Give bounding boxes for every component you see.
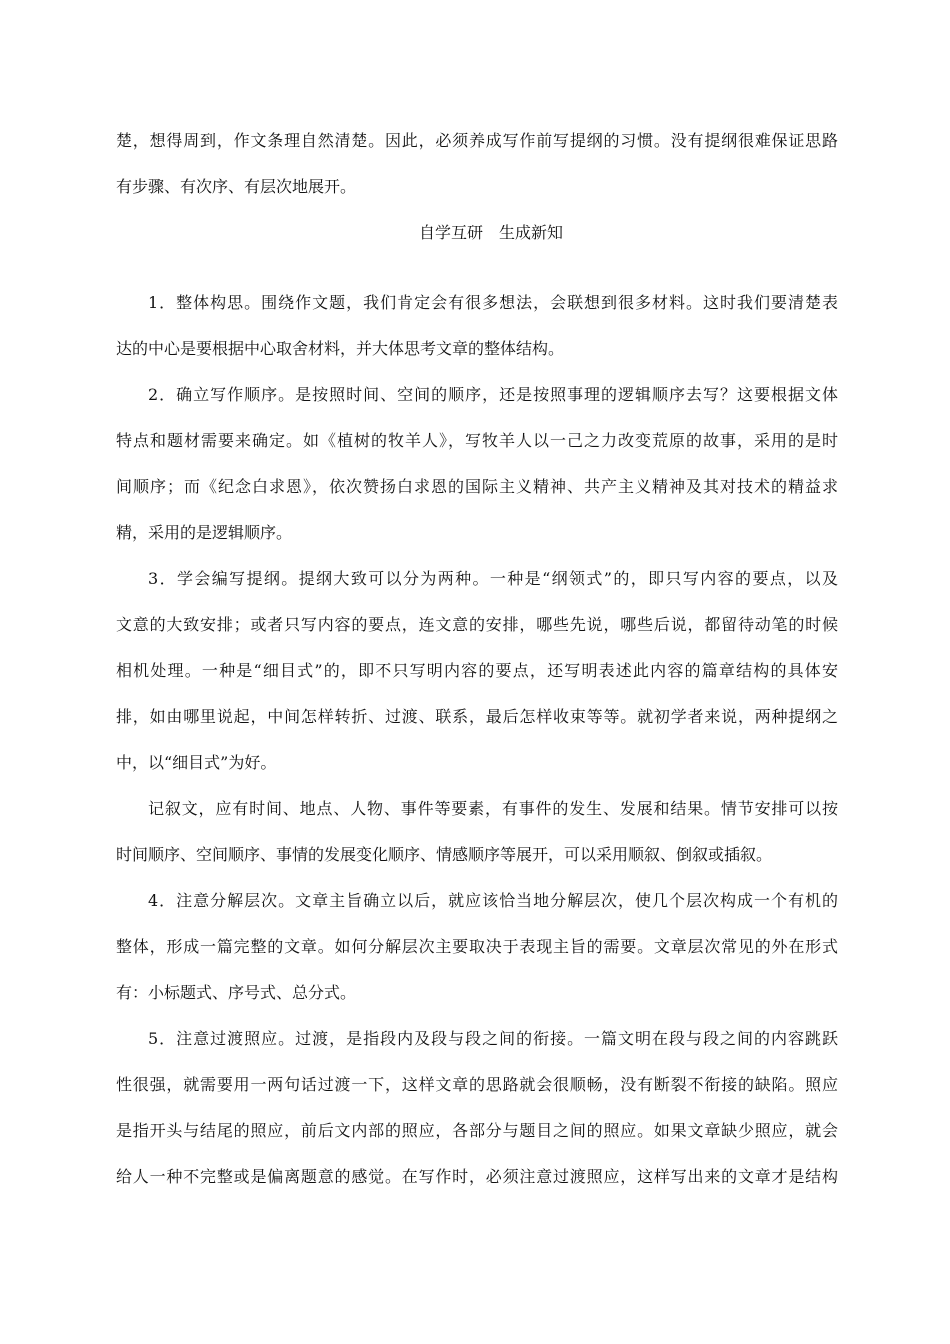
paragraph-line: 时间顺序、空间顺序、事情的发展变化顺序、情感顺序等展开，可以采用顺叙、倒叙或插叙。 <box>116 845 773 864</box>
paragraph-line: 文意的大致安排；或者只写内容的要点，连文意的安排，哪些先说，哪些后说，都留待动笔的时候 <box>116 615 838 634</box>
paragraph-line: 4．注意分解层次。文章主旨确立以后，就应该恰当地分解层次，使几个层次构成一个有机的 <box>148 891 838 910</box>
paragraph-line: 整体，形成一篇完整的文章。如何分解层次主要取决于表现主旨的需要。文章层次常见的外在形式 <box>116 937 838 956</box>
spacer <box>116 262 838 286</box>
paragraph-line: 中，以“细目式”为好。 <box>116 753 277 772</box>
paragraph-line: 1．整体构思。围绕作文题，我们肯定会有很多想法，会联想到很多材料。这时我们要清楚表 <box>148 293 838 312</box>
paragraph-line: 间顺序；而《纪念白求恩》，依次赞扬白求恩的国际主义精神、共产主义精神及其对技术的精益求 <box>116 477 838 496</box>
paragraph-line: 记叙文，应有时间、地点、人物、事件等要素，有事件的发生、发展和结果。情节安排可以按 <box>148 799 838 818</box>
intro-line-2: 有步骤、有次序、有层次地展开。 <box>116 177 357 196</box>
paragraph-line: 精，采用的是逻辑顺序。 <box>116 523 293 542</box>
document-page <box>116 124 838 1206</box>
paragraph-line: 相机处理。一种是“细目式”的，即不只写明内容的要点，还写明表述此内容的篇章结构的具体安 <box>116 661 838 680</box>
paragraph-line: 3．学会编写提纲。提纲大致可以分为两种。一种是“纲领式”的，即只写内容的要点，以及 <box>148 569 838 588</box>
intro-line-1: 楚，想得周到，作文条理自然清楚。因此，必须养成写作前写提纲的习惯。没有提纲很难保证思路 <box>116 131 838 150</box>
paragraph-line: 排，如由哪里说起，中间怎样转折、过渡、联系，最后怎样收束等等。就初学者来说，两种提纲之 <box>116 707 838 726</box>
paragraph-line: 有：小标题式、序号式、总分式。 <box>116 983 357 1002</box>
paragraph-line: 给人一种不完整或是偏离题意的感觉。在写作时，必须注意过渡照应，这样写出来的文章才是结构 <box>116 1167 838 1186</box>
paragraph-overall-planning <box>116 286 838 378</box>
paragraph-narrative <box>116 792 838 884</box>
paragraph-line: 达的中心是要根据中心取舍材料，并大体思考文章的整体结构。 <box>116 339 565 358</box>
paragraph-line: 特点和题材需要来确定。如《植树的牧羊人》，写牧羊人以一己之力改变荒原的故事，采用的是时 <box>116 431 838 450</box>
paragraph-writing-order <box>116 378 838 562</box>
paragraph-line: 性很强，就需要用一两句话过渡一下，这样文章的思路就会很顺畅，没有断裂不衔接的缺陷。照应 <box>116 1075 838 1094</box>
paragraph-layers <box>116 884 838 1022</box>
paragraph-outline <box>116 562 838 792</box>
paragraph-transition <box>116 1022 838 1206</box>
paragraph-line: 5．注意过渡照应。过渡，是指段内及段与段之间的衔接。一篇文明在段与段之间的内容跳跃 <box>148 1029 838 1048</box>
section-heading: 自学互研 生成新知 <box>418 223 563 242</box>
paragraph-line: 是指开头与结尾的照应，前后文内部的照应，各部分与题目之间的照应。如果文章缺少照应，就会 <box>116 1121 838 1140</box>
paragraph-line: 2．确立写作顺序。是按照时间、空间的顺序，还是按照事理的逻辑顺序去写？这要根据文体 <box>148 385 838 404</box>
